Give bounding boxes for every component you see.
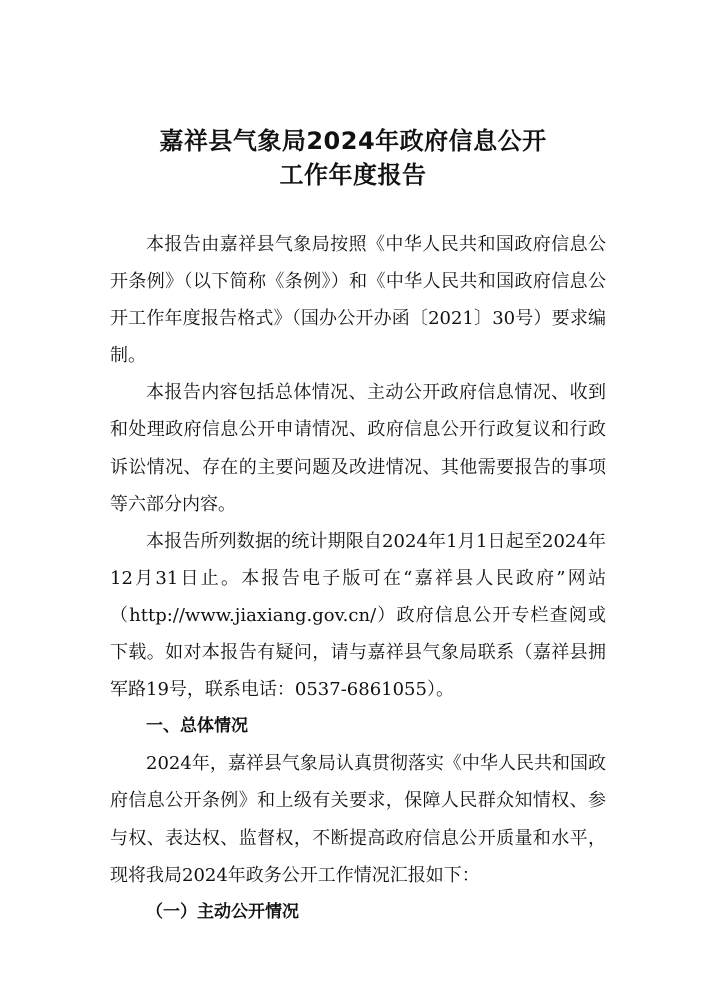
- report-title-line-1: 嘉祥县气象局2024年政府信息公开: [159, 127, 547, 155]
- overview-paragraph: 2024年，嘉祥县气象局认真贯彻落实《中华人民共和国政府信息公开条例》和上级有关要求，保障人民群众知情权、参与权、表达权、监督权，不断提高政府信息公开质量和水平，现将我局2024年政务公开工作情况汇报如下：: [110, 753, 606, 886]
- intro-paragraph-1: 本报告由嘉祥县气象局按照《中华人民共和国政府信息公开条例》（以下简称《条例》）和《中华人民共和国政府信息公开工作年度报告格式》（国办公开办函〔2021〕30号）要求编制。: [110, 234, 606, 367]
- intro-paragraph-2: 本报告内容包括总体情况、主动公开政府信息情况、收到和处理政府信息公开申请情况、政府信息公开行政复议和行政诉讼情况、存在的主要问题及改进情况、其他需要报告的事项等六部分内容。: [110, 382, 606, 515]
- section-heading-overview: 一、总体情况: [146, 716, 248, 737]
- report-title-line-2: 工作年度报告: [279, 161, 427, 189]
- intro-paragraph-3: 本报告所列数据的统计期限自2024年1月1日起至2024年12月31日止。本报告电子版可在“嘉祥县人民政府”网站（http://www.jiaxiang.gov.cn/）政府信息公开专栏查阅或下载。如对本报告有疑问，请与嘉祥县气象局联系（嘉祥县拥军路19号，联系电话：0537-6861055）。: [110, 530, 606, 701]
- report-body: [110, 226, 606, 931]
- subsection-heading-proactive-disclosure: （一）主动公开情况: [146, 901, 299, 922]
